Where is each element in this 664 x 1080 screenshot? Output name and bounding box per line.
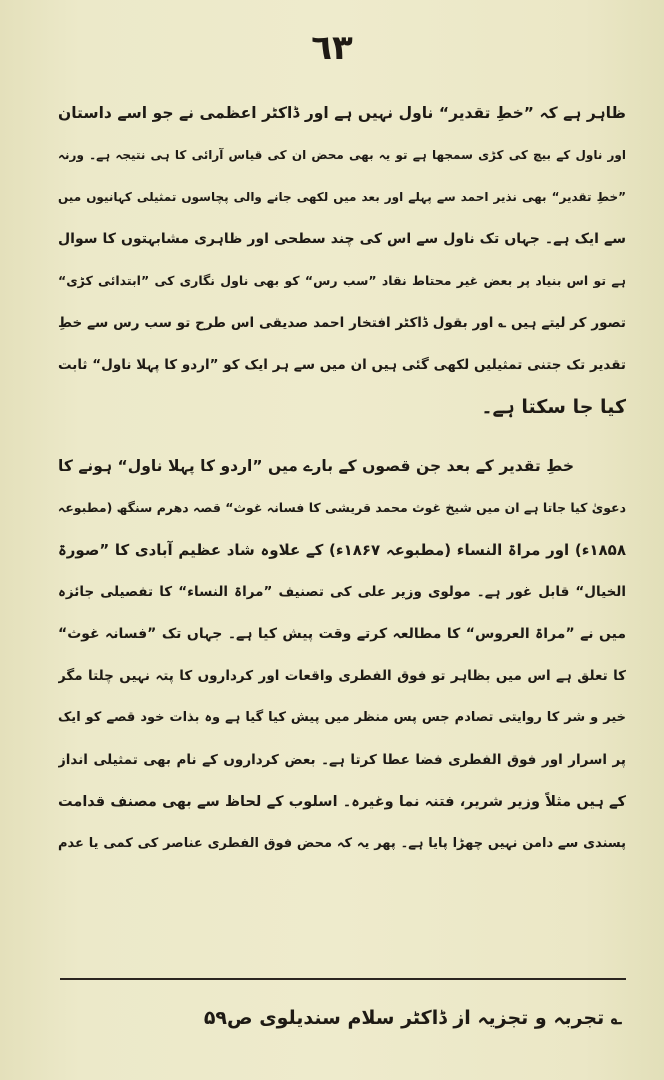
text-line: پسندی سے دامن نہیں چھڑا پایا ہے۔ پھر یہ کہ محض فوق الفطری عناصر کی کمی یا عدم	[58, 836, 626, 851]
text-line: اور ناول کے بیچ کی کڑی سمجھا ہے تو یہ بھی محض ان کی قیاس آرائی کا ہی نتیجہ ہے۔ ورنہ	[58, 148, 626, 162]
text-line: خطِ تقدیر کے بعد جن قصوں کے بارے میں ”اردو کا پہلا ناول“ ہونے کا	[58, 457, 574, 475]
text-line: کیا جا سکتا ہے۔	[481, 396, 626, 418]
text-line: ۱۸۵۸ء) اور مراۃ النساء (مطبوعہ ۱۸۶۷ء) کے علاوہ شاد عظیم آبادی کا ”صورۃ	[58, 541, 626, 559]
body-text	[58, 92, 626, 865]
text-line: دعویٰ کیا جاتا ہے ان میں شیخ غوث محمد قریشی کا فسانہ غوث“ قصہ دھرم سنگھ (مطبوعہ	[58, 500, 626, 515]
text-line: تقدیر تک جتنی تمثیلیں لکھی گئی ہیں ان میں سے ہر ایک کو ”اردو کا پہلا ناول“ ثابت	[58, 357, 626, 373]
text-line: خیر و شر کا روایتی تصادم جس پس منظر میں پیش کیا گیا ہے وہ بذات خود قصے کو ایک	[58, 710, 626, 725]
text-line: میں نے ”مراۃ العروس“ کا مطالعہ کرتے وقت پیش کیا ہے۔ جہاں تک ”فسانہ غوث“	[58, 626, 626, 642]
text-line: سے ایک ہے۔ جہاں تک ناول سے اس کی چند سطحی اور ظاہری مشابہتوں کا سوال	[58, 231, 626, 247]
text-line: الخیال“ قابل غور ہے۔ مولوی وزیر علی کی تصنیف ”مراۃ النساء“ کا تفصیلی جائزہ	[58, 584, 626, 600]
footnote: ؎ تجربہ و تجزیہ از ڈاکٹر سلام سندیلوی ص۵۹	[203, 1007, 622, 1029]
text-line: کے ہیں مثلاً وزیر شریر، فتنہ نما وغیرہ۔ اسلوب کے لحاظ سے بھی مصنف قدامت	[58, 794, 626, 810]
text-line: ”خطِ تقدیر“ بھی نذیر احمد سے پہلے اور بعد میں لکھی جانے والی پچاسوں تمثیلی کہانیوں میں	[58, 190, 626, 204]
paragraph-gap	[58, 428, 626, 445]
text-line: کا تعلق ہے اس میں بظاہر تو فوق الفطری واقعات اور کرداروں کا پتہ نہیں چلتا مگر	[58, 668, 626, 684]
text-line: ہے تو اس بنیاد پر بعض غیر محتاط نقاد ”سب رس“ کو بھی ناول نگاری کی ”ابتدائی کڑی“	[58, 273, 626, 288]
paragraph-2	[58, 445, 626, 865]
text-line: ظاہر ہے کہ ”خطِ تقدیر“ ناول نہیں ہے اور ڈاکٹر اعظمی نے جو اسے داستان	[58, 104, 626, 122]
footnote-divider	[60, 978, 626, 980]
paragraph-1	[58, 92, 626, 428]
text-line: تصور کر لیتے ہیں ؎ اور بقول ڈاکٹر افتخار احمد صدیقی اس طرح تو سب رس سے خطِ	[58, 315, 626, 331]
text-line: پر اسرار اور فوق الفطری فضا عطا کرتا ہے۔ بعض کرداروں کے نام بھی تمثیلی انداز	[58, 752, 626, 768]
page-number: ٦٣	[311, 28, 353, 68]
